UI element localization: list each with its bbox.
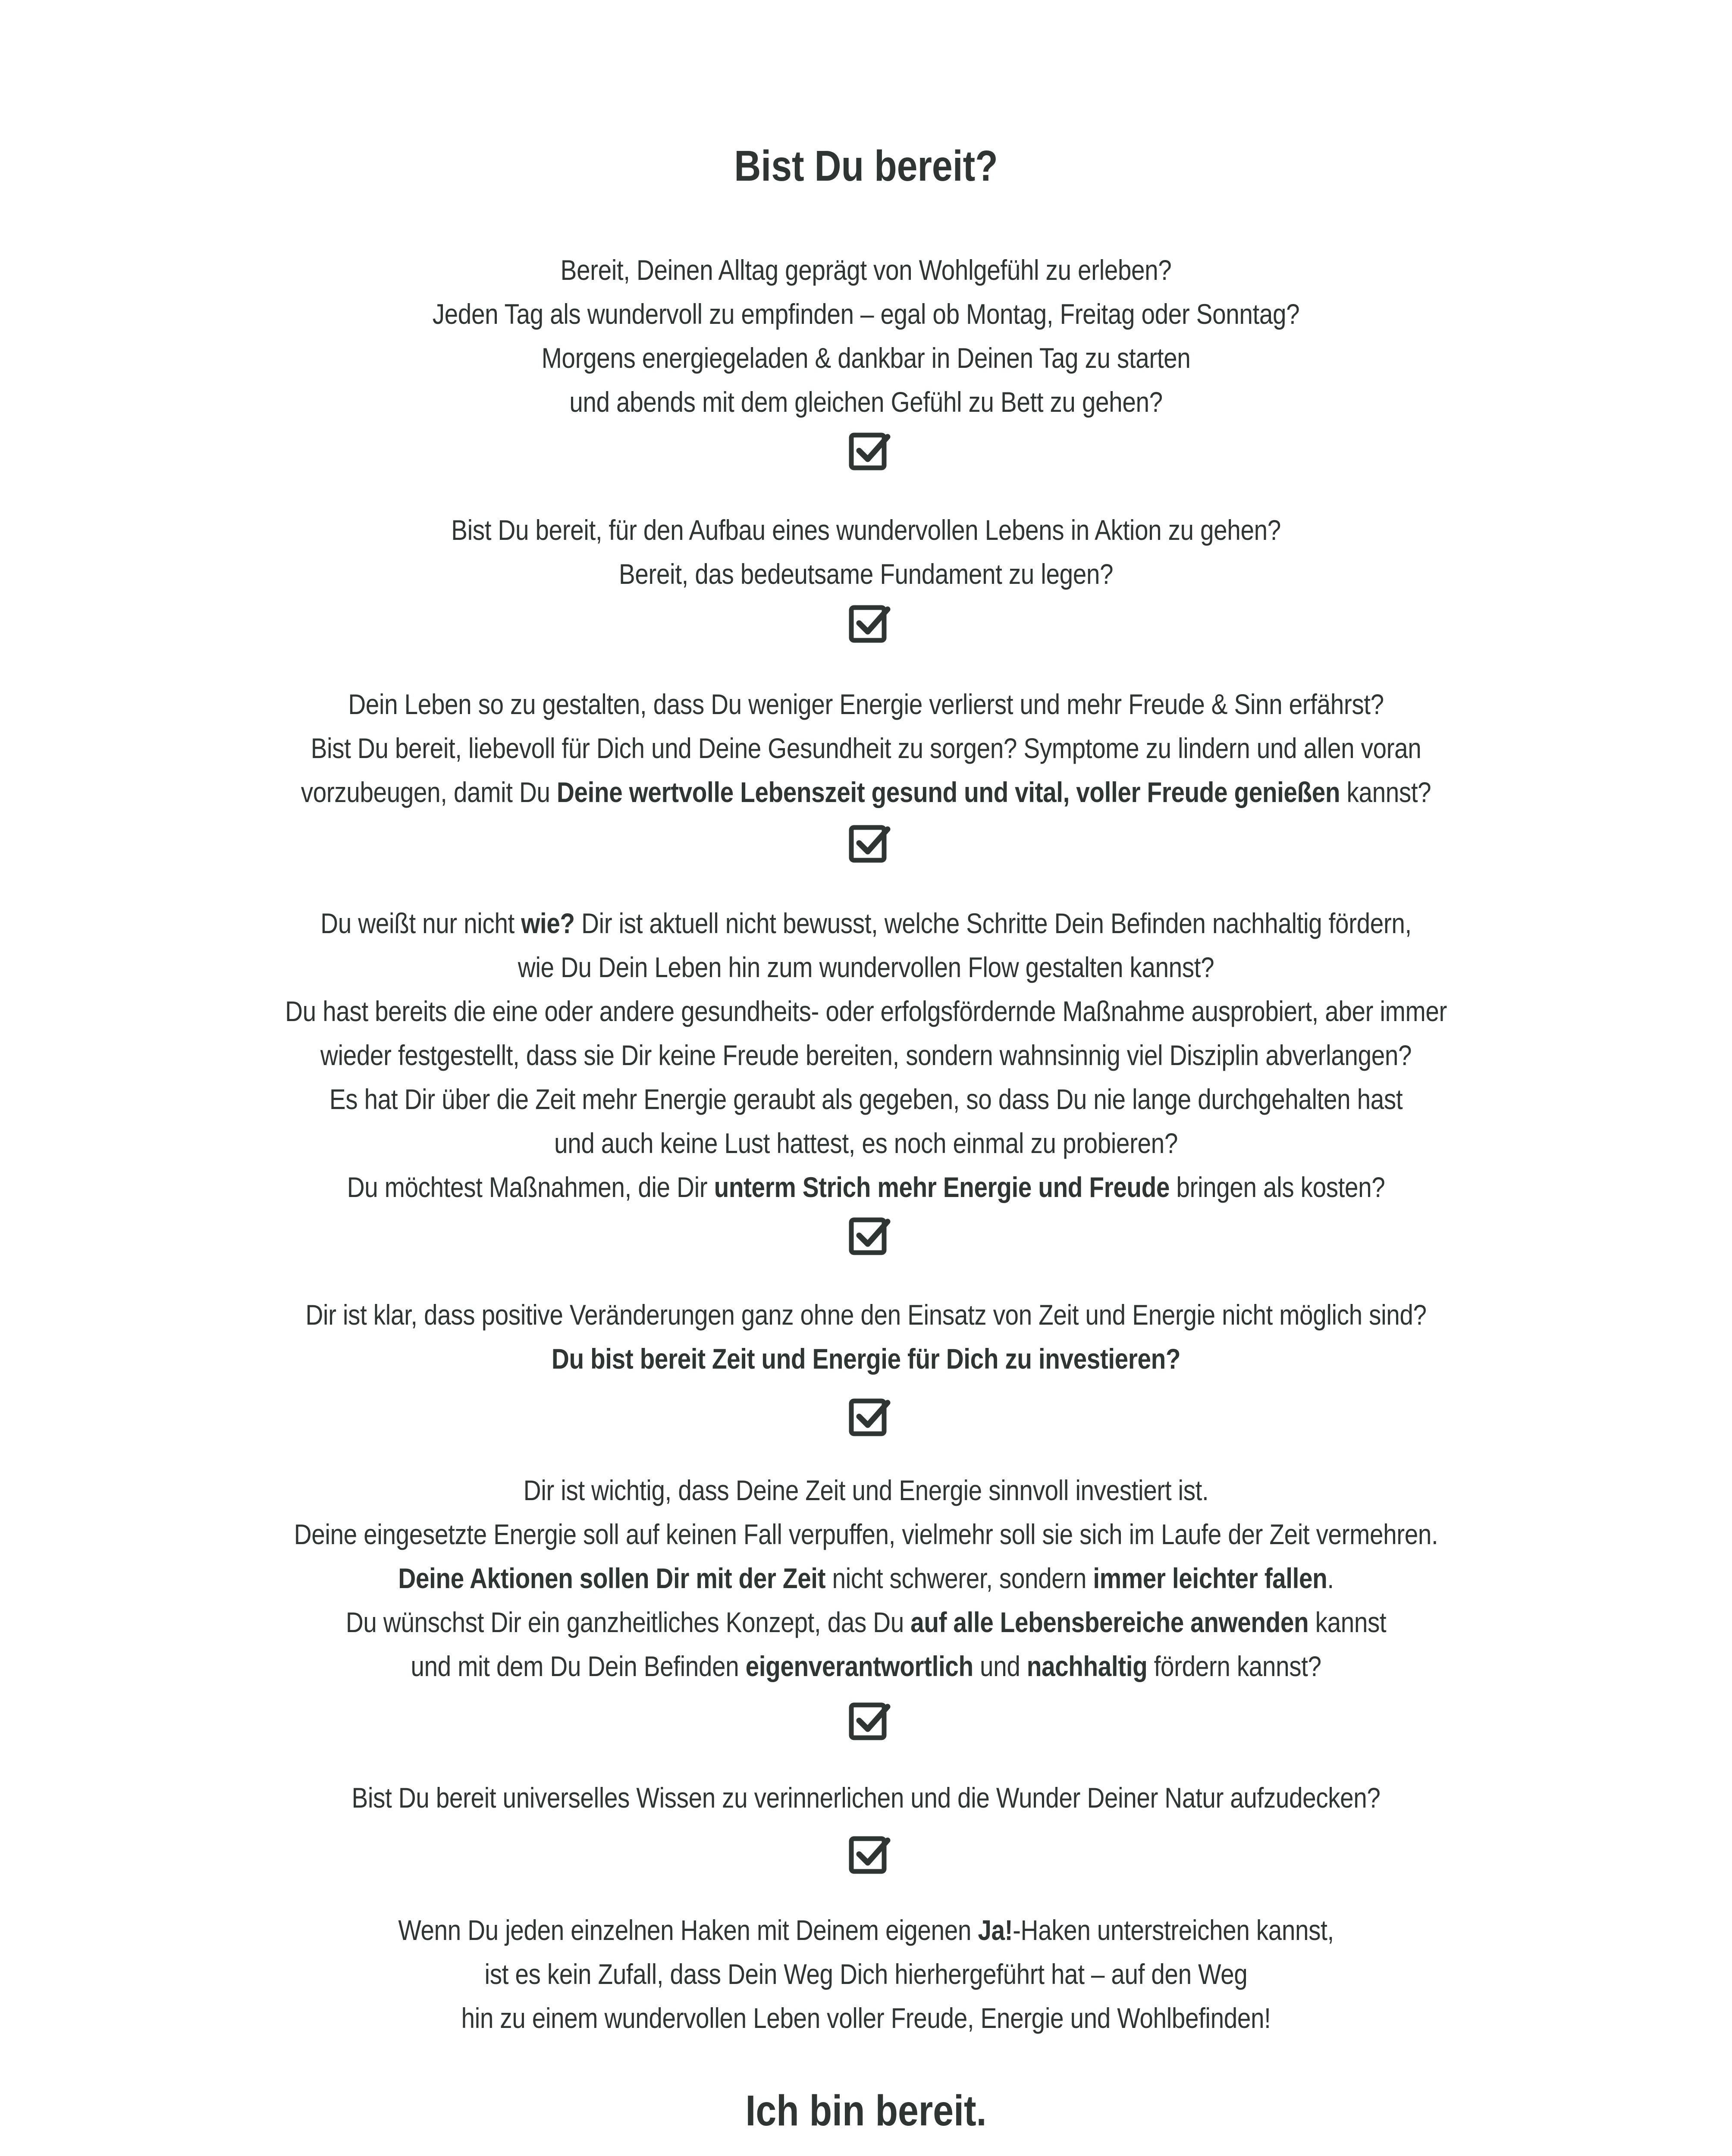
emphasis: unterm Strich mehr Energie und Freude: [714, 1171, 1170, 1203]
paragraph-6-line-1: Dir ist wichtig, dass Deine Zeit und Energie sinnvoll investiert ist.: [523, 1474, 1209, 1506]
paragraph-1: [121, 248, 1611, 424]
paragraph-1-line-3: Morgens energiegeladen & dankbar in Deinen Tag zu starten: [541, 342, 1191, 374]
emphasis: auf alle Lebensbereiche anwenden: [910, 1606, 1309, 1638]
final-title: Ich bin bereit.: [745, 2087, 987, 2135]
emphasis: eigenverantwortlich: [745, 1650, 973, 1682]
paragraph-6-line-4: Du wünschst Dir ein ganzheitliches Konzept, das Du auf alle Lebensbereiche anwenden kannst: [345, 1606, 1387, 1638]
paragraph-4-line-4: wieder festgestellt, dass sie Dir keine Freude bereiten, sondern wahnsinnig viel Disziplin abverlangen?: [320, 1039, 1412, 1071]
checked-box-icon: [848, 821, 891, 865]
paragraph-4-line-6: und auch keine Lust hattest, es noch einmal zu probieren?: [554, 1127, 1178, 1159]
checked-box-icon: [848, 1699, 891, 1742]
paragraph-8-line-1: Wenn Du jeden einzelnen Haken mit Deinem eigenen Ja!-Haken unterstreichen kannst,: [398, 1914, 1334, 1946]
paragraph-3-line-2: Bist Du bereit, liebevoll für Dich und Deine Gesundheit zu sorgen? Symptome zu lindern und allen voran: [311, 732, 1421, 764]
paragraph-8: [121, 1908, 1611, 2040]
paragraph-5-line-2: [121, 1337, 1611, 1381]
paragraph-4-line-3: Du hast bereits die eine oder andere gesundheits- oder erfolgsfördernde Maßnahme ausprobiert, aber immer: [285, 995, 1447, 1027]
paragraph-2-line-1: Bist Du bereit, für den Aufbau eines wundervollen Lebens in Aktion zu gehen?: [451, 514, 1281, 546]
emphasis: nachhaltig: [1026, 1650, 1148, 1682]
checked-box-icon: [848, 602, 891, 645]
paragraph-6: [121, 1468, 1611, 1688]
paragraph-6-line-3: Deine Aktionen sollen Dir mit der Zeit nicht schwerer, sondern immer leichter fallen.: [398, 1562, 1334, 1594]
paragraph-1-line-1: Bereit, Deinen Alltag geprägt von Wohlgefühl zu erleben?: [560, 254, 1172, 286]
checked-box-icon: [848, 429, 891, 472]
paragraph-7-line-1: Bist Du bereit universelles Wissen zu verinnerlichen und die Wunder Deiner Natur aufzudecken?: [351, 1782, 1381, 1814]
paragraph-6-line-5: und mit dem Du Dein Befinden eigenverantwortlich und nachhaltig fördern kannst?: [411, 1650, 1321, 1682]
paragraph-4-line-7: Du möchtest Maßnahmen, die Dir unterm Strich mehr Energie und Freude bringen als kosten?: [347, 1171, 1385, 1203]
paragraph-4-line-2: wie Du Dein Leben hin zum wundervollen Flow gestalten kannst?: [518, 951, 1214, 983]
paragraph-4: [121, 901, 1611, 1209]
paragraph-1-line-4: und abends mit dem gleichen Gefühl zu Bett zu gehen?: [569, 386, 1163, 418]
page-title: Bist Du bereit?: [734, 142, 998, 190]
paragraph-2-line-2: Bereit, das bedeutsame Fundament zu legen?: [618, 558, 1114, 590]
emphasis: Du bist bereit Zeit und Energie für Dich zu investieren?: [551, 1343, 1181, 1375]
paragraph-3-line-1: Dein Leben so zu gestalten, dass Du weniger Energie verlierst und mehr Freude & Sinn erfährst?: [348, 688, 1384, 720]
emphasis: Ja!: [978, 1914, 1013, 1946]
emphasis: wie?: [521, 907, 575, 939]
emphasis: immer leichter fallen: [1093, 1562, 1327, 1594]
emphasis: Deine wertvolle Lebenszeit gesund und vital, voller Freude genießen: [556, 776, 1340, 808]
paragraph-6-line-2: Deine eingesetzte Energie soll auf keinen Fall verpuffen, vielmehr soll sie sich im Laufe der Zeit vermehren.: [294, 1518, 1438, 1550]
paragraph-2: [121, 508, 1611, 596]
paragraph-8-line-3: hin zu einem wundervollen Leben voller Freude, Energie und Wohlbefinden!: [461, 2002, 1271, 2034]
checked-box-icon: [848, 1395, 891, 1438]
paragraph-5-line-1: Dir ist klar, dass positive Veränderungen ganz ohne den Einsatz von Zeit und Energie nicht möglich sind?: [305, 1299, 1427, 1331]
paragraph-8-line-2: ist es kein Zufall, dass Dein Weg Dich hierhergeführt hat – auf den Weg: [484, 1958, 1248, 1990]
paragraph-5: [121, 1293, 1611, 1381]
paragraph-3: [121, 682, 1611, 814]
checked-box-icon: [848, 1833, 891, 1876]
paragraph-3-line-3: vorzubeugen, damit Du Deine wertvolle Lebenszeit gesund und vital, voller Freude genießen kannst?: [301, 776, 1431, 808]
paragraph-4-line-1: Du weißt nur nicht wie? Dir ist aktuell nicht bewusst, welche Schritte Dein Befinden nachhaltig fördern,: [320, 907, 1412, 939]
paragraph-7: [121, 1776, 1611, 1820]
emphasis: Deine Aktionen sollen Dir mit der Zeit: [398, 1562, 826, 1594]
paragraph-1-line-2: Jeden Tag als wundervoll zu empfinden – egal ob Montag, Freitag oder Sonntag?: [432, 298, 1300, 330]
paragraph-4-line-5: Es hat Dir über die Zeit mehr Energie geraubt als gegeben, so dass Du nie lange durchgehalten hast: [329, 1083, 1403, 1115]
checked-box-icon: [848, 1214, 891, 1257]
